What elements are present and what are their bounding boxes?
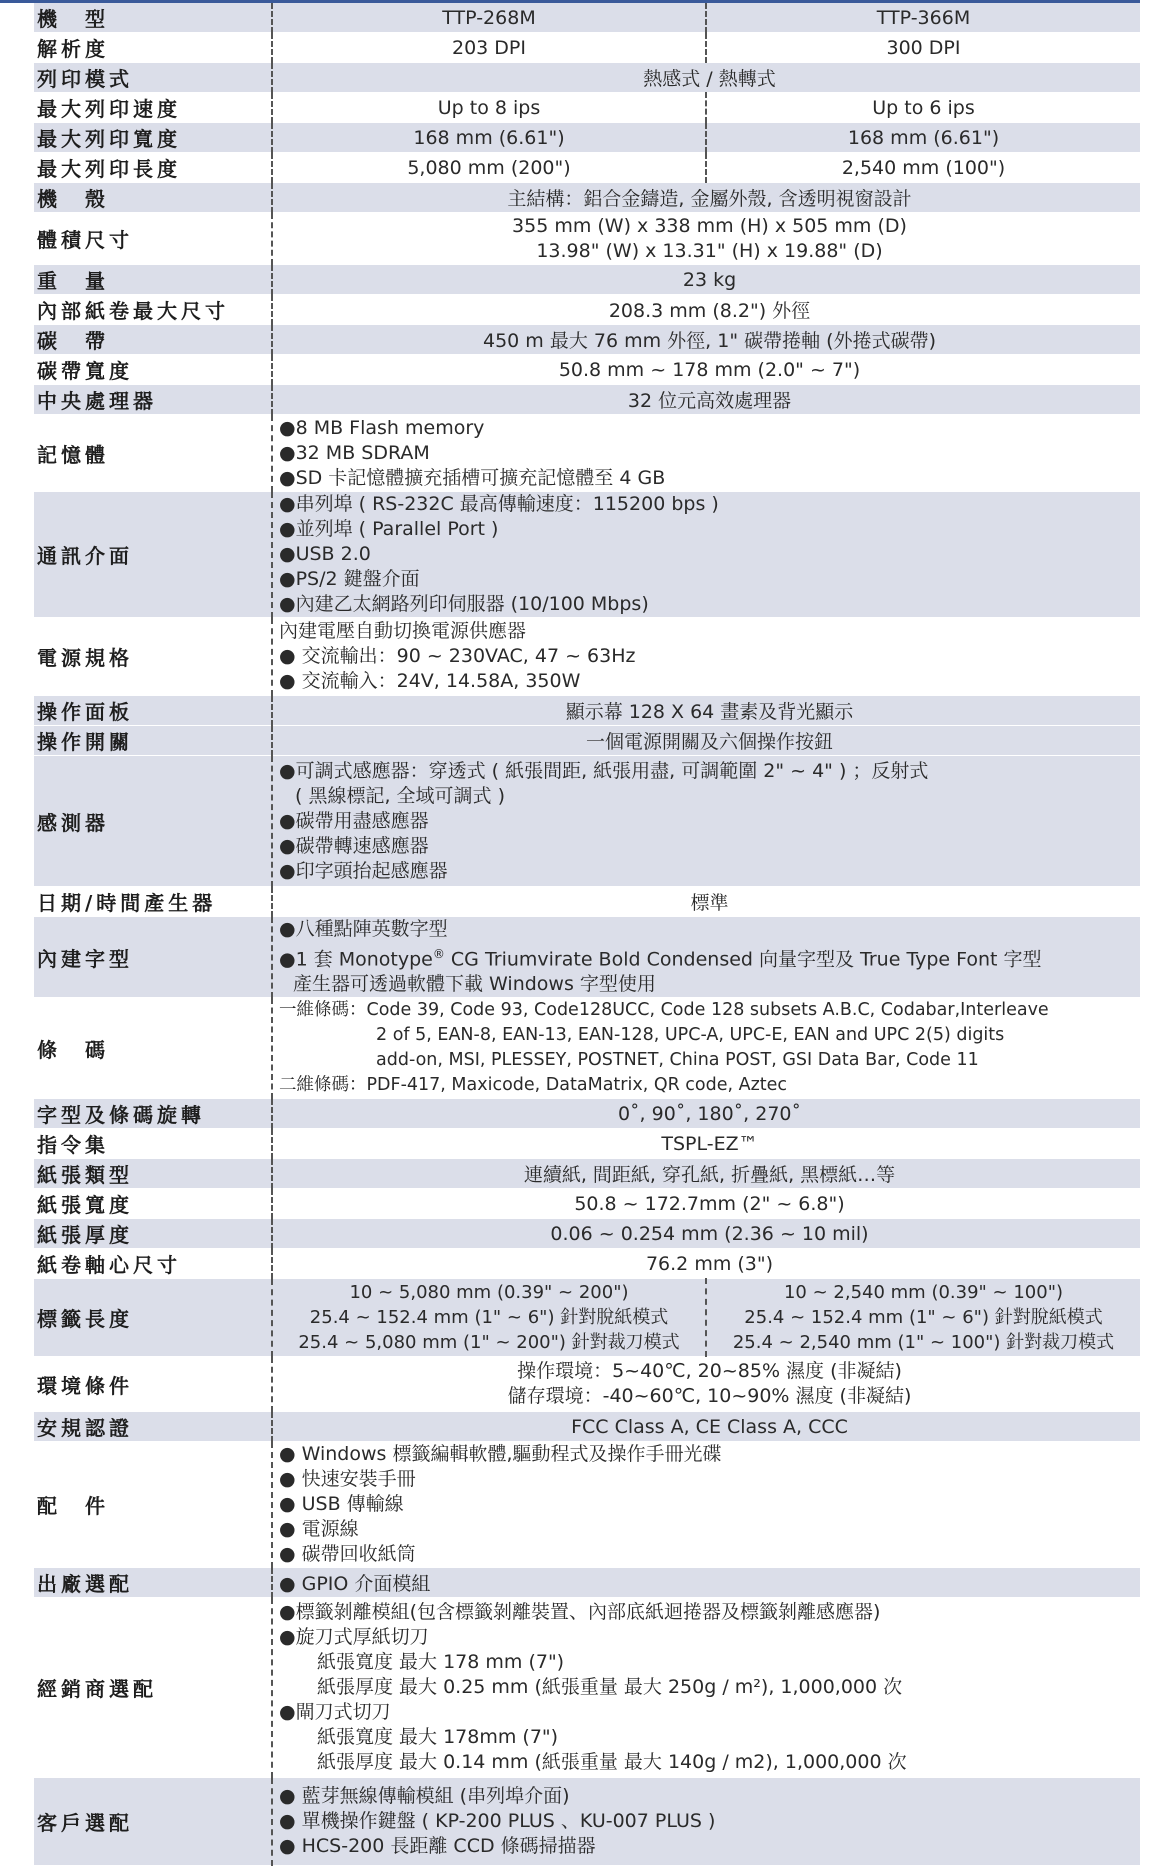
row-env xyxy=(34,1357,1140,1412)
label-max-speed: 最大列印速度 xyxy=(34,93,272,123)
row-memory xyxy=(34,415,1140,492)
row-switch xyxy=(34,726,1140,756)
max-length-b: 2,540 mm (100") xyxy=(706,153,1140,183)
env-operating: 操作環境：5~40℃, 20~85% 濕度 (非凝結) xyxy=(517,1360,902,1383)
customer-item: ● 單機操作鍵盤 ( KP-200 PLUS 、KU-007 PLUS ) xyxy=(279,1810,716,1833)
label-interface: 通訊介面 xyxy=(34,492,272,618)
label-sensor: 感測器 xyxy=(34,756,272,887)
dealer-item: ●閘刀式切刀 xyxy=(279,1701,391,1724)
label-print-method: 列印模式 xyxy=(34,63,272,93)
label-command: 指令集 xyxy=(34,1129,272,1159)
row-command xyxy=(34,1129,1140,1159)
power-item: 內建電壓自動切換電源供應器 xyxy=(279,620,527,642)
row-weight xyxy=(34,265,1140,295)
label-power: 電源規格 xyxy=(34,618,272,696)
dealer-subitem: 紙張厚度 最大 0.25 mm (紙張重量 最大 250g / m²), 1,000,000 次 xyxy=(317,1676,903,1699)
row-interface xyxy=(34,492,1140,618)
row-core xyxy=(34,1249,1140,1279)
print-method-value: 熱感式 / 熱轉式 xyxy=(272,63,1140,93)
fonts-bitmap: ●八種點陣英數字型 xyxy=(279,918,448,940)
fonts-download: 產生器可透過軟體下載 Windows 字型使用 xyxy=(293,973,656,996)
ribbon-width-value: 50.8 mm ~ 178 mm (2.0" ~ 7") xyxy=(272,355,1140,385)
spec-table xyxy=(34,3,1140,1866)
customer-item: ● HCS-200 長距離 CCD 條碼掃描器 xyxy=(279,1835,596,1858)
sensor-item: ●碳帶轉速感應器 xyxy=(279,834,429,857)
row-max-speed xyxy=(34,93,1140,123)
core-value: 76.2 mm (3") xyxy=(272,1249,1140,1279)
label-media-type: 紙張類型 xyxy=(34,1159,272,1189)
label-barcode: 條 碼 xyxy=(34,998,272,1099)
ribbon-value: 450 m 最大 76 mm 外徑, 1" 碳帶捲軸 (外捲式碳帶) xyxy=(272,325,1140,355)
label-factory-option: 出廠選配 xyxy=(34,1568,272,1598)
row-media-type xyxy=(34,1159,1140,1189)
label-env: 環境條件 xyxy=(34,1357,272,1412)
label-length-b: 25.4 ~ 152.4 mm (1" ~ 6") 針對脫紙模式 xyxy=(744,1307,1103,1329)
label-cert: 安規認證 xyxy=(34,1412,272,1442)
label-panel: 操作面板 xyxy=(34,696,272,726)
sensor-item: ●碳帶用盡感應器 xyxy=(279,809,429,832)
dealer-subitem: 紙張厚度 最大 0.14 mm (紙張重量 最大 140g / m2), 1,000,000 次 xyxy=(317,1751,907,1774)
row-cpu xyxy=(34,385,1140,415)
command-value: TSPL-EZ™ xyxy=(272,1129,1140,1159)
label-ribbon: 碳 帶 xyxy=(34,325,272,355)
row-label-length xyxy=(34,1279,1140,1357)
row-power xyxy=(34,618,1140,696)
model-b: TTP-366M xyxy=(706,3,1140,33)
dimensions-imperial: 13.98" (W) x 13.31" (H) x 19.88" (D) xyxy=(536,239,883,262)
row-resolution xyxy=(34,33,1140,63)
factory-option-value: ● GPIO 介面模組 xyxy=(272,1568,1140,1598)
spec-sheet xyxy=(34,3,1140,1866)
weight-value: 23 kg xyxy=(272,265,1140,295)
label-switch: 操作開關 xyxy=(34,726,272,756)
row-dealer-option xyxy=(34,1598,1140,1778)
barcode-1d-cont: add-on, MSI, PLESSEY, POSTNET, China POST, GSI Data Bar, Code 11 xyxy=(376,1050,979,1071)
interface-item: ●PS/2 鍵盤介面 xyxy=(279,568,420,590)
label-accessories: 配 件 xyxy=(34,1442,272,1568)
rtc-value: 標準 xyxy=(272,887,1140,917)
interface-item: ●並列埠 ( Parallel Port ) xyxy=(279,518,499,540)
interface-item: ●內建乙太網路列印伺服器 (10/100 Mbps) xyxy=(279,593,649,615)
cpu-value: 32 位元高效處理器 xyxy=(272,385,1140,415)
media-thick-value: 0.06 ~ 0.254 mm (2.36 ~ 10 mil) xyxy=(272,1219,1140,1249)
media-width-value: 50.8 ~ 172.7mm (2" ~ 6.8") xyxy=(272,1189,1140,1219)
registered-mark: ® xyxy=(432,947,445,961)
interface-item: ●串列埠 ( RS-232C 最高傳輸速度：115200 bps ) xyxy=(279,493,719,515)
accessory-item: ● 碳帶回收紙筒 xyxy=(279,1543,416,1566)
row-panel xyxy=(34,696,1140,726)
model-a: TTP-268M xyxy=(272,3,706,33)
label-length-a: 25.4 ~ 5,080 mm (1" ~ 200") 針對裁刀模式 xyxy=(298,1332,680,1354)
switch-value: 一個電源開關及六個操作按鈕 xyxy=(272,726,1140,756)
label-weight: 重 量 xyxy=(34,265,272,295)
row-rtc xyxy=(34,887,1140,917)
row-rotation xyxy=(34,1099,1140,1129)
label-customer-option: 客戶選配 xyxy=(34,1778,272,1866)
label-dealer-option: 經銷商選配 xyxy=(34,1598,272,1778)
row-casing xyxy=(34,183,1140,213)
label-media-thick: 紙張厚度 xyxy=(34,1219,272,1249)
row-fonts xyxy=(34,917,1140,998)
casing-value: 主結構：鋁合金鑄造, 金屬外殼, 含透明視窗設計 xyxy=(272,183,1140,213)
label-ribbon-width: 碳帶寬度 xyxy=(34,355,272,385)
row-accessories xyxy=(34,1442,1140,1568)
fonts-vector: ●1 套 Monotype® CG Triumvirate Bold Condensed 向量字型及 True Type Font 字型 xyxy=(279,947,1042,971)
row-max-length xyxy=(34,153,1140,183)
label-media-width: 紙張寬度 xyxy=(34,1189,272,1219)
label-resolution: 解析度 xyxy=(34,33,272,63)
row-barcode xyxy=(34,998,1140,1099)
row-model xyxy=(34,3,1140,33)
label-model: 機 型 xyxy=(34,3,272,33)
resolution-a: 203 DPI xyxy=(272,33,706,63)
label-length-a: 25.4 ~ 152.4 mm (1" ~ 6") 針對脫紙模式 xyxy=(309,1307,669,1329)
accessory-item: ● Windows 標籤編輯軟體,驅動程式及操作手冊光碟 xyxy=(279,1443,722,1466)
label-length-b: 10 ~ 2,540 mm (0.39" ~ 100") xyxy=(783,1282,1064,1304)
row-ribbon xyxy=(34,325,1140,355)
customer-item: ● 藍芽無線傳輸模組 (串列埠介面) xyxy=(279,1785,570,1808)
label-core: 紙卷軸心尺寸 xyxy=(34,1249,272,1279)
interface-item: ●USB 2.0 xyxy=(279,543,371,565)
panel-value: 顯示幕 128 X 64 畫素及背光顯示 xyxy=(272,696,1140,726)
row-media-width xyxy=(34,1189,1140,1219)
memory-item: ●32 MB SDRAM xyxy=(279,441,430,464)
row-print-method xyxy=(34,63,1140,93)
sensor-item: ●印字頭抬起感應器 xyxy=(279,859,448,882)
max-length-a: 5,080 mm (200") xyxy=(272,153,706,183)
power-item: ● 交流輸入：24V, 14.58A, 350W xyxy=(279,670,581,692)
label-roll-max: 內部紙卷最大尺寸 xyxy=(34,295,272,325)
label-label-length: 標籤長度 xyxy=(34,1279,272,1357)
dealer-item: ●標籤剝離模組(包含標籤剝離裝置、內部底紙迴捲器及標籤剝離感應器) xyxy=(279,1601,881,1624)
label-fonts: 內建字型 xyxy=(34,917,272,998)
power-item: ● 交流輸出：90 ~ 230VAC, 47 ~ 63Hz xyxy=(279,645,636,667)
dimensions-metric: 355 mm (W) x 338 mm (H) x 505 mm (D) xyxy=(512,214,907,237)
barcode-2d: 二維條碼：PDF-417, Maxicode, DataMatrix, QR code, Aztec xyxy=(279,1075,788,1096)
memory-item: ●SD 卡記憶體擴充插槽可擴充記憶體至 4 GB xyxy=(279,466,666,489)
row-cert xyxy=(34,1412,1140,1442)
label-memory: 記憶體 xyxy=(34,415,272,492)
label-rotation: 字型及條碼旋轉 xyxy=(34,1099,272,1129)
row-customer-option xyxy=(34,1778,1140,1866)
dealer-subitem: 紙張寬度 最大 178 mm (7") xyxy=(317,1651,565,1674)
max-width-b: 168 mm (6.61") xyxy=(706,123,1140,153)
label-length-b: 25.4 ~ 2,540 mm (1" ~ 100") 針對裁刀模式 xyxy=(732,1332,1115,1354)
resolution-b: 300 DPI xyxy=(706,33,1140,63)
roll-max-value: 208.3 mm (8.2") 外徑 xyxy=(272,295,1140,325)
label-max-length: 最大列印長度 xyxy=(34,153,272,183)
row-factory-option xyxy=(34,1568,1140,1598)
sensor-item: ●可調式感應器：穿透式 ( 紙張間距, 紙張用盡, 可調範圍 2" ~ 4" ) ；反射式 xyxy=(279,759,929,782)
env-storage: 儲存環境：-40~60℃, 10~90% 濕度 (非凝結) xyxy=(507,1385,912,1408)
sensor-item: ( 黑線標記, 全域可調式 ) xyxy=(295,784,505,807)
accessory-item: ● USB 傳輸線 xyxy=(279,1493,404,1516)
max-width-a: 168 mm (6.61") xyxy=(272,123,706,153)
max-speed-b: Up to 6 ips xyxy=(706,93,1140,123)
row-max-width xyxy=(34,123,1140,153)
dealer-subitem: 紙張寬度 最大 178mm (7") xyxy=(317,1726,559,1749)
accessory-item: ● 電源線 xyxy=(279,1518,359,1541)
cert-value: FCC Class A, CE Class A, CCC xyxy=(272,1412,1140,1442)
label-length-a: 10 ~ 5,080 mm (0.39" ~ 200") xyxy=(349,1282,629,1304)
barcode-1d-cont: 2 of 5, EAN-8, EAN-13, EAN-128, UPC-A, UPC-E, EAN and UPC 2(5) digits xyxy=(376,1025,1005,1046)
row-dimensions xyxy=(34,213,1140,265)
row-ribbon-width xyxy=(34,355,1140,385)
max-speed-a: Up to 8 ips xyxy=(272,93,706,123)
label-casing: 機 殼 xyxy=(34,183,272,213)
label-cpu: 中央處理器 xyxy=(34,385,272,415)
label-dimensions: 體積尺寸 xyxy=(34,213,272,265)
barcode-1d: 一維條碼：Code 39, Code 93, Code128UCC, Code 128 subsets A.B.C, Codabar,Interleave xyxy=(279,1000,1049,1021)
rotation-value: 0˚, 90˚, 180˚, 270˚ xyxy=(272,1099,1140,1129)
row-sensor xyxy=(34,756,1140,887)
label-rtc: 日期/時間產生器 xyxy=(34,887,272,917)
dealer-item: ●旋刀式厚紙切刀 xyxy=(279,1626,429,1649)
media-type-value: 連續紙, 間距紙, 穿孔紙, 折疊紙, 黑標紙…等 xyxy=(272,1159,1140,1189)
row-roll-max xyxy=(34,295,1140,325)
label-max-width: 最大列印寬度 xyxy=(34,123,272,153)
accessory-item: ● 快速安裝手冊 xyxy=(279,1468,416,1491)
memory-item: ●8 MB Flash memory xyxy=(279,416,485,439)
row-media-thick xyxy=(34,1219,1140,1249)
